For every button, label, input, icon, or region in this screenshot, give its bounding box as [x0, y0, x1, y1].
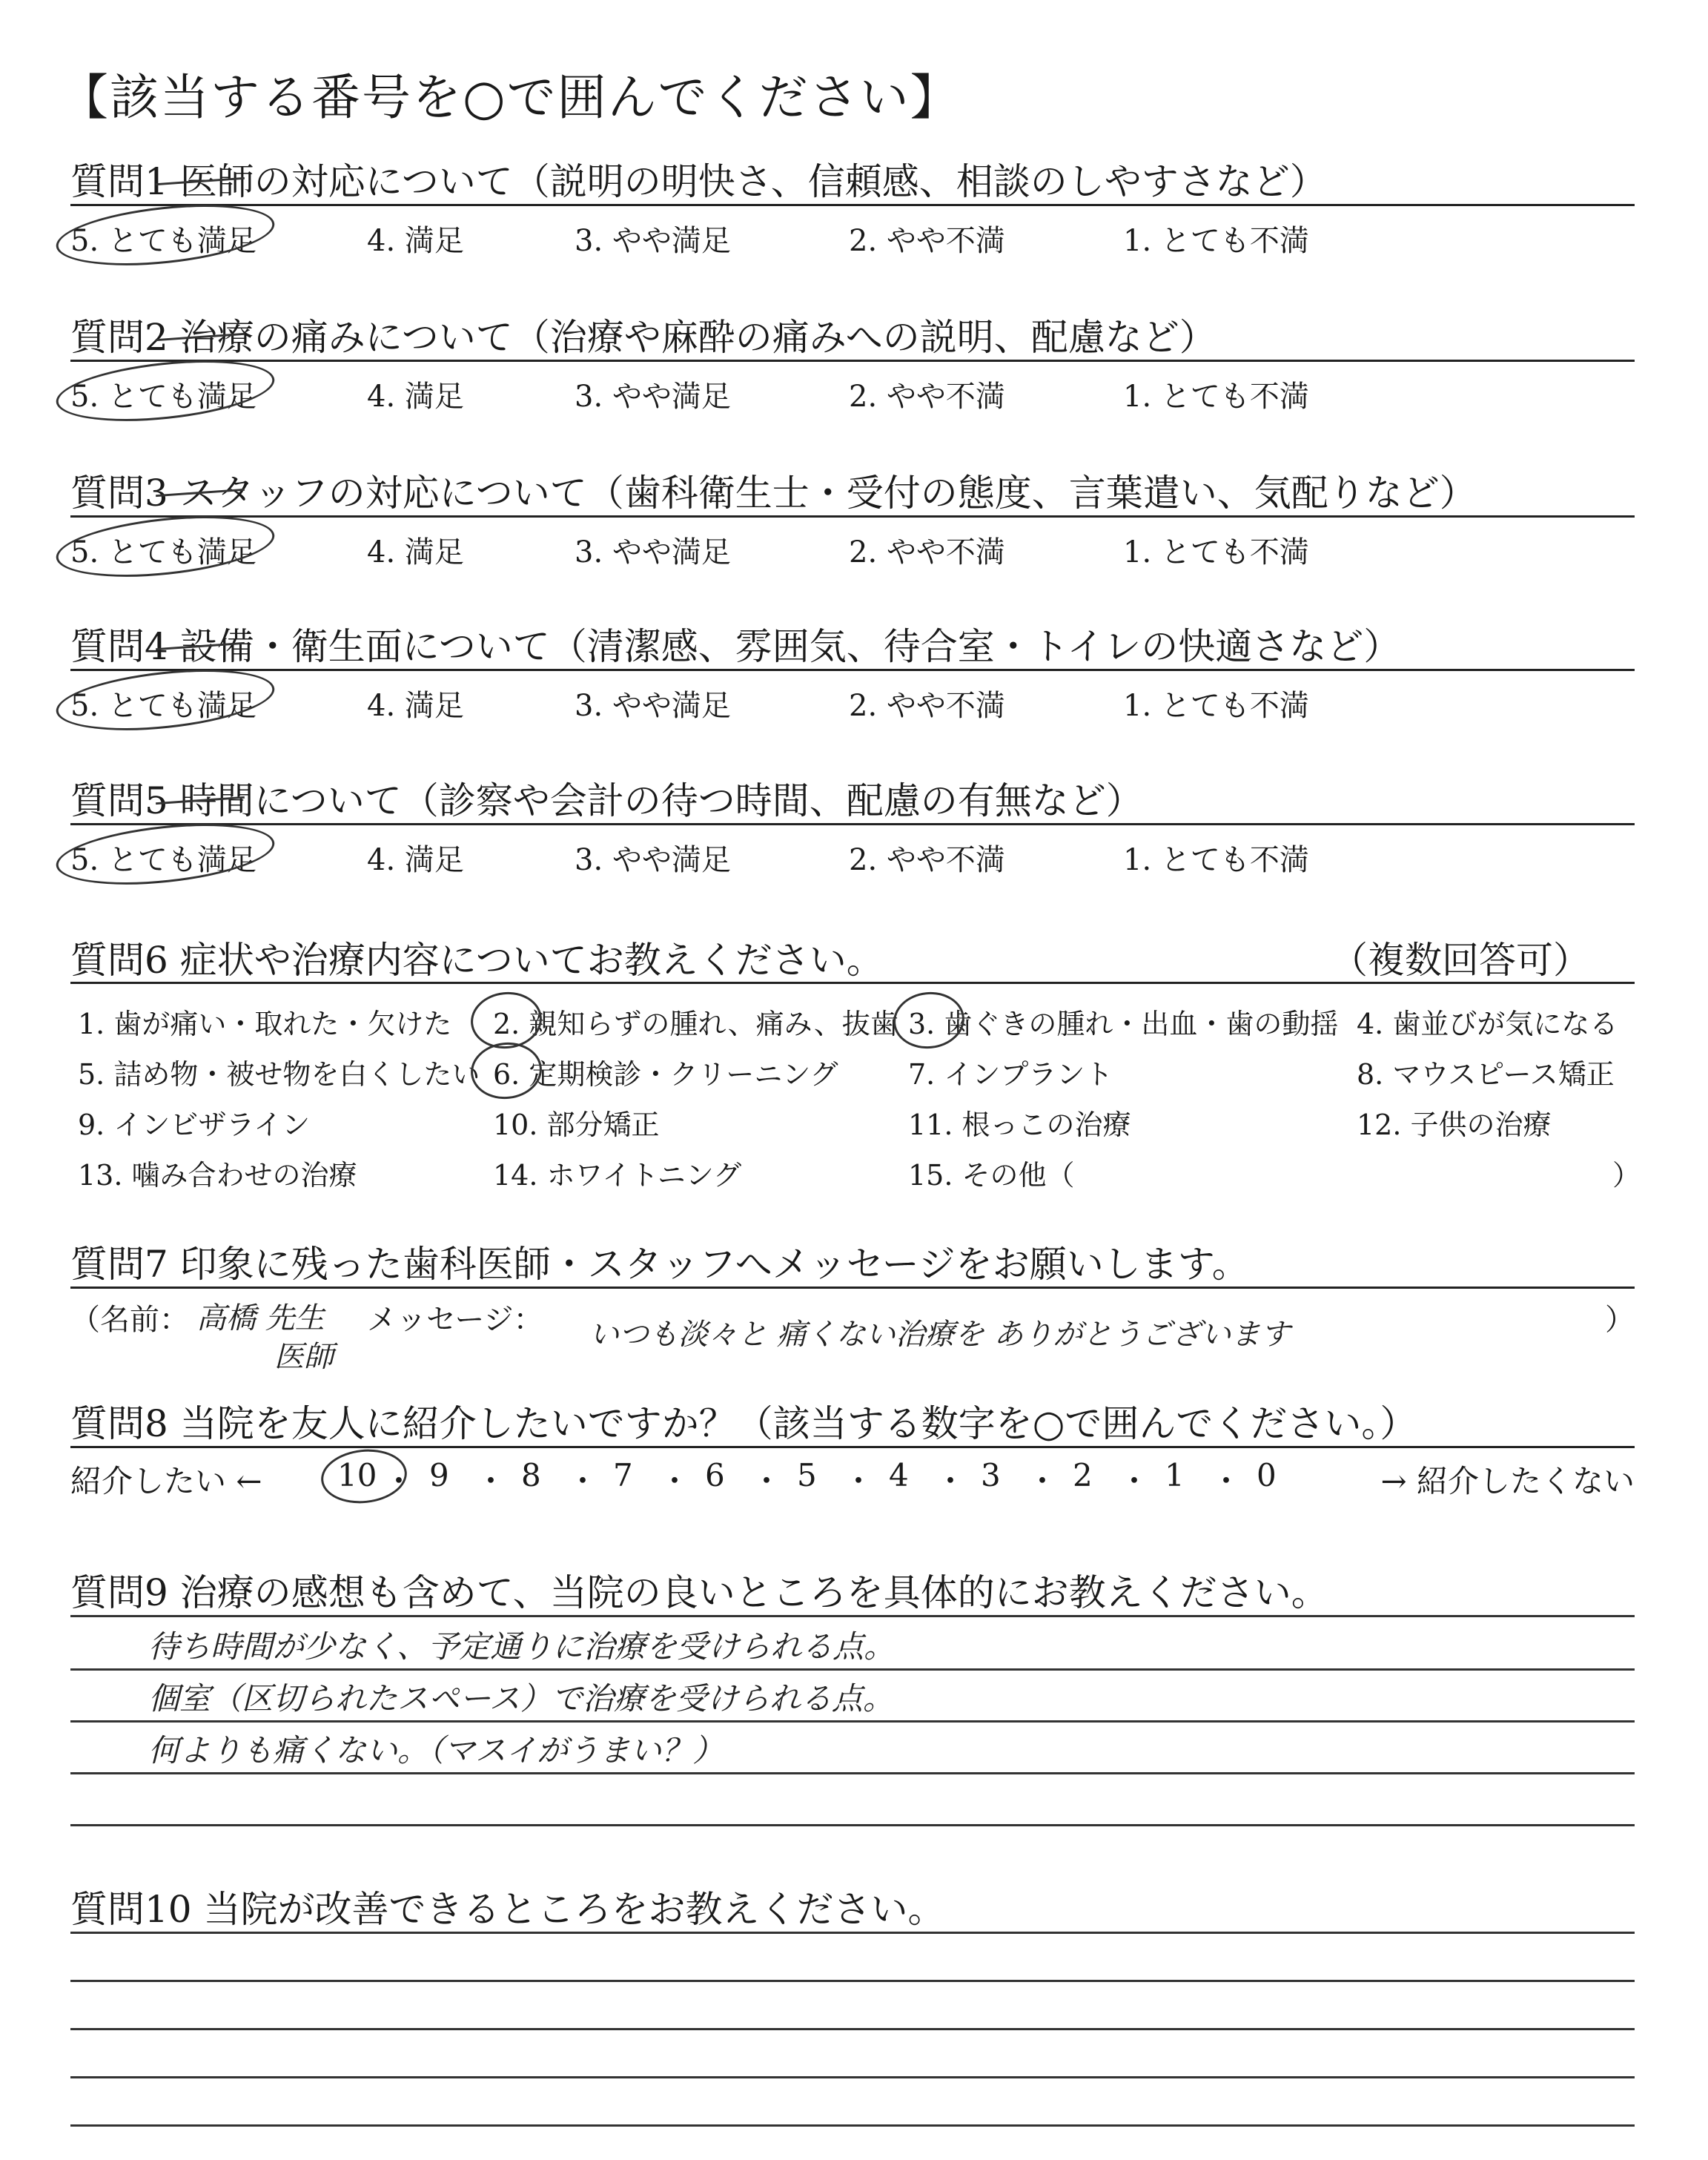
q1-title-row: [70, 152, 1635, 205]
q10-title: 質問10 当院が改善できるところをお教えください。: [70, 1888, 945, 1931]
q2-option-5[interactable]: 5. とても満足: [70, 380, 256, 414]
q5-rule: [70, 823, 1635, 825]
q8-title-row: [70, 1394, 1635, 1447]
q7-title: 質問7 印象に残った歯科医師・スタッフへメッセージをお願いします。: [70, 1243, 1249, 1286]
q10-line-3: [70, 2028, 1635, 2030]
q8-scale-6[interactable]: 6: [705, 1457, 725, 1493]
q3-option-4[interactable]: 4. 満足: [367, 535, 464, 569]
q4-option-5[interactable]: 5. とても満足: [70, 689, 256, 723]
q2-option-1[interactable]: 1. とても不満: [1123, 380, 1309, 414]
q8-scale-dot: ・: [1027, 1463, 1059, 1499]
q6-option-11[interactable]: 11. 根っこの治療: [908, 1109, 1131, 1141]
q1-option-4[interactable]: 4. 満足: [367, 224, 464, 258]
q9-answer-1: 待ち時間が少なく、予定通りに治療を受けられる点。: [148, 1628, 896, 1665]
q6-option-4[interactable]: 4. 歯並びが気になる: [1357, 1008, 1618, 1040]
q6-option-6[interactable]: 6. 定期検診・クリーニング: [493, 1058, 838, 1091]
q3-option-5[interactable]: 5. とても満足: [70, 535, 256, 569]
q6-option-12[interactable]: 12. 子供の治療: [1357, 1109, 1552, 1141]
q1-option-3[interactable]: 3. やや満足: [575, 224, 731, 258]
q9-line-1: [70, 1615, 1635, 1617]
q10-line-4: [70, 2076, 1635, 2078]
page-header: 【該当する番号を○で囲んでください】: [59, 69, 961, 126]
q1-title: 質問1 医師の対応について（説明の明快さ、信頼感、相談のしやすさなど）: [70, 160, 1327, 203]
q5-selected-circle: [53, 815, 277, 894]
q4-option-4[interactable]: 4. 満足: [367, 689, 464, 723]
q2-option-4[interactable]: 4. 満足: [367, 380, 464, 414]
q9-line-5: [70, 1824, 1635, 1826]
q8-scale-10[interactable]: 10: [337, 1457, 377, 1493]
q2-title: 質問2 治療の痛みについて（治療や麻酔の痛みへの説明、配慮など）: [70, 316, 1217, 359]
q8-scale-dot: ・: [1119, 1463, 1151, 1499]
q4-options: [70, 682, 1635, 727]
q3-option-3[interactable]: 3. やや満足: [575, 535, 731, 569]
q8-scale-dot: ・: [383, 1463, 415, 1499]
q8-scale-4[interactable]: 4: [889, 1457, 909, 1493]
q1-option-1[interactable]: 1. とても不満: [1123, 224, 1309, 258]
q1-rule: [70, 204, 1635, 206]
q4-rule: [70, 669, 1635, 671]
q5-option-1[interactable]: 1. とても不満: [1123, 843, 1309, 877]
q8-scale-dot: ・: [1211, 1463, 1242, 1499]
q9-title-row: [70, 1563, 1635, 1616]
q6-option-13[interactable]: 13. 噛み合わせの治療: [78, 1159, 357, 1192]
q7-name-value-2: 医師: [274, 1340, 334, 1374]
q6-title: 質問6 症状や治療内容についてお教えください。: [70, 939, 884, 982]
q8-scale-dot: ・: [659, 1463, 691, 1499]
q7-name-label: （名前：: [70, 1303, 189, 1337]
q7-name-value: 高橋 先生: [196, 1301, 325, 1335]
q4-option-1[interactable]: 1. とても不満: [1123, 689, 1309, 723]
q8-scale-3[interactable]: 3: [981, 1457, 1001, 1493]
q2-selected-circle: [53, 351, 277, 431]
q4-title: 質問4 設備・衛生面について（清潔感、雰囲気、待合室・トイレの快適さなど）: [70, 625, 1401, 668]
q10-line-5: [70, 2124, 1635, 2127]
q7-message-label: メッセージ：: [367, 1303, 543, 1337]
q2-option-3[interactable]: 3. やや満足: [575, 380, 731, 414]
q1-selected-circle: [53, 196, 277, 275]
q6-option-1[interactable]: 1. 歯が痛い・取れた・欠けた: [78, 1008, 452, 1040]
q9-title: 質問9 治療の感想も含めて、当院の良いところを具体的にお教えください。: [70, 1571, 1328, 1614]
q5-option-4[interactable]: 4. 満足: [367, 843, 464, 877]
q9-answer-2: 個室（区切られたスペース）で治療を受けられる点。: [148, 1680, 894, 1717]
q7-answer-row: [70, 1296, 1635, 1378]
q6-other-close: ）: [1612, 1159, 1641, 1192]
q8-scale-9[interactable]: 9: [429, 1457, 449, 1493]
q8-scale-dot: ・: [935, 1463, 967, 1499]
q5-title-row: [70, 771, 1635, 825]
q4-option-2[interactable]: 2. やや不満: [849, 689, 1005, 723]
q9-answer-3: 何よりも痛くない。（マスイがうまい？）: [148, 1732, 724, 1768]
q6-option-10[interactable]: 10. 部分矯正: [493, 1109, 660, 1141]
q2-options: [70, 373, 1635, 417]
q9-line-4: [70, 1772, 1635, 1774]
q8-scale-dot: ・: [475, 1463, 507, 1499]
q3-options: [70, 529, 1635, 573]
q6-rule: [70, 982, 1635, 984]
q6-option-2[interactable]: 2. 親知らずの腫れ、痛み、抜歯: [493, 1008, 898, 1040]
q5-option-3[interactable]: 3. やや満足: [575, 843, 731, 877]
q3-option-1[interactable]: 1. とても不満: [1123, 535, 1309, 569]
q6-option-7[interactable]: 7. インプラント: [908, 1058, 1113, 1091]
q7-title-row: [70, 1235, 1635, 1288]
q7-message-value: いつも淡々と 痛くない治療を ありがとうございます: [589, 1318, 1291, 1352]
q8-scale-8[interactable]: 8: [521, 1457, 541, 1493]
q3-rule: [70, 515, 1635, 518]
q6-note: （複数回答可）: [1331, 939, 1590, 982]
q6-option-5[interactable]: 5. 詰め物・被せ物を白くしたい: [78, 1058, 480, 1091]
q3-selected-circle: [53, 507, 277, 587]
q8-right-label: → 紹介したくない: [1380, 1463, 1635, 1499]
q8-scale-2[interactable]: 2: [1073, 1457, 1093, 1493]
q3-title: 質問3 スタッフの対応について（歯科衛生士・受付の態度、言葉遣い、気配りなど）: [70, 472, 1477, 515]
q6-title-row: [70, 931, 1635, 984]
q10-line-2: [70, 1980, 1635, 1982]
q4-title-row: [70, 617, 1635, 670]
q9-line-3: [70, 1720, 1635, 1723]
q8-left-label: 紹介したい ←: [70, 1463, 262, 1499]
q7-close-paren: ）: [1605, 1303, 1635, 1337]
q5-options: [70, 836, 1635, 881]
q4-option-3[interactable]: 3. やや満足: [575, 689, 731, 723]
q8-scale-dot: ・: [751, 1463, 783, 1499]
q2-rule: [70, 360, 1635, 362]
q5-title: 質問5 時間について（診察や会計の待つ時間、配慮の有無など）: [70, 779, 1143, 822]
q6-option-14[interactable]: 14. ホワイトニング: [493, 1159, 742, 1192]
q8-scale-row: [70, 1457, 1635, 1502]
q7-rule: [70, 1287, 1635, 1289]
q6-selected-circle-3: [890, 988, 967, 1052]
q2-option-2[interactable]: 2. やや不満: [849, 380, 1005, 414]
q6-options: [70, 994, 1641, 1201]
q6-option-9[interactable]: 9. インビザライン: [78, 1109, 311, 1141]
q3-option-2[interactable]: 2. やや不満: [849, 535, 1005, 569]
q8-scale-dot: ・: [567, 1463, 599, 1499]
q10-title-row: [70, 1880, 1635, 1933]
q5-option-5[interactable]: 5. とても満足: [70, 843, 256, 877]
q8-scale-7[interactable]: 7: [613, 1457, 633, 1493]
q2-title-row: [70, 308, 1635, 361]
q8-scale-5[interactable]: 5: [797, 1457, 817, 1493]
q3-title-row: [70, 463, 1635, 517]
q5-option-2[interactable]: 2. やや不満: [849, 843, 1005, 877]
q8-rule: [70, 1446, 1635, 1448]
q8-scale-0[interactable]: 0: [1257, 1457, 1277, 1493]
q1-option-2[interactable]: 2. やや不満: [849, 224, 1005, 258]
q1-option-5[interactable]: 5. とても満足: [70, 224, 256, 258]
q6-option-8[interactable]: 8. マウスピース矯正: [1357, 1058, 1615, 1091]
q6-option-3[interactable]: 3. 歯ぐきの腫れ・出血・歯の動揺: [908, 1008, 1339, 1040]
q8-scale-1[interactable]: 1: [1165, 1457, 1185, 1493]
q6-selected-circle-6: [468, 1039, 544, 1103]
q1-options: [70, 217, 1635, 262]
q4-selected-circle: [53, 661, 277, 740]
q8-scale-dot: ・: [843, 1463, 875, 1499]
q8-title: 質問8 当院を友人に紹介したいですか？（該当する数字を○で囲んでください。）: [70, 1402, 1417, 1445]
q6-option-15[interactable]: 15. その他（: [908, 1159, 1075, 1192]
q10-line-1: [70, 1932, 1635, 1934]
q9-line-2: [70, 1668, 1635, 1671]
